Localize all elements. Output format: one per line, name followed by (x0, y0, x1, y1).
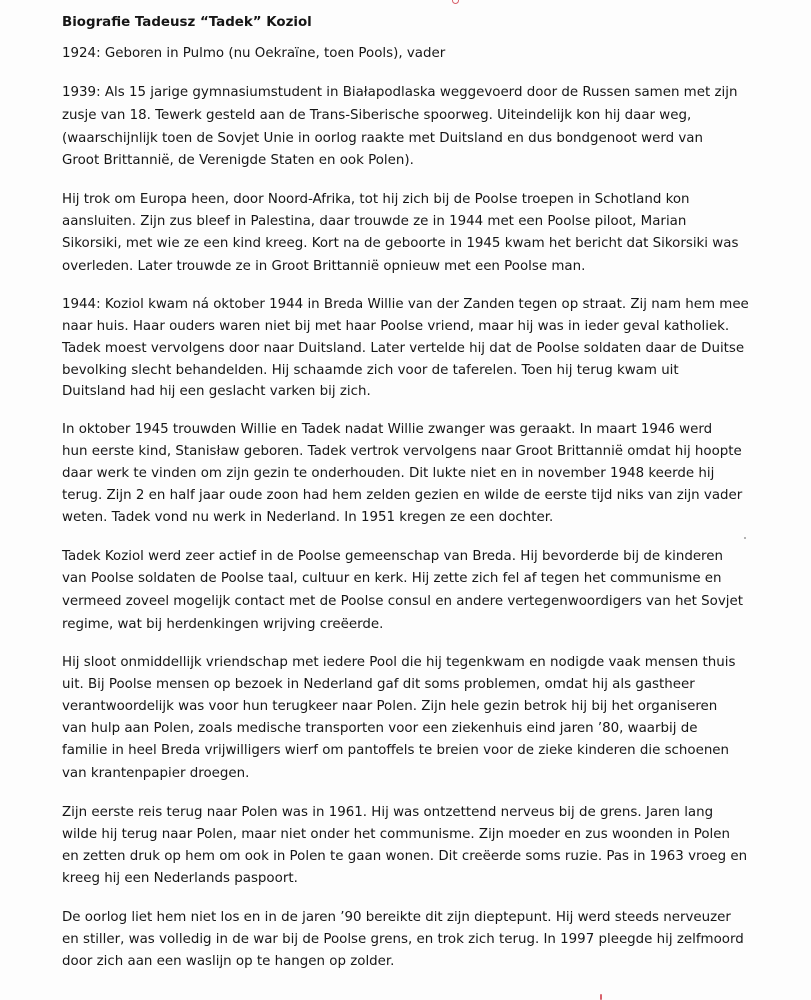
paragraph-2-line-4: Groot Brittanniё, de Verenigde Staten en ook Polen). (62, 153, 414, 168)
paragraph-9-line-1: De oorlog liet hem niet los en in de jaren ’90 bereikte dit zijn dieptepunt. Hij werd steeds nerveuzer (62, 910, 731, 925)
paragraph-7-line-6: van krantenpapier droegen. (62, 766, 250, 781)
paragraph-3-line-3: Sikorsiki, met wie ze een kind kreeg. Kort na de geboorte in 1945 kwam het bericht dat Sikorsiki was (62, 236, 739, 251)
paragraph-7-line-2: uit. Bij Poolse mensen op bezoek in Nederland gaf dit soms problemen, omdat hij als gastheer (62, 677, 695, 692)
paragraph-1-line-1: 1924: Geboren in Pulmo (nu Oekraïne, toen Pools), vader (62, 46, 446, 61)
paragraph-6-line-3: vermeed zoveel mogelijk contact met de Poolse consul en andere vertegenwoordigers van het Sovjet (62, 594, 743, 609)
red-pen-mark-bottom (600, 994, 602, 1000)
paragraph-7-line-3: verantwoordelijk was voor hun terugkeer naar Polen. Zijn hele gezin betrok hij bij het organiseren (62, 699, 718, 714)
paragraph-7-line-4: van hulp aan Polen, zoals medische transporten voor een ziekenhuis eind jaren ’80, waarbij de (62, 721, 698, 736)
paragraph-6-line-2: van Poolse soldaten de Poolse taal, cultuur en kerk. Hij zette zich fel af tegen het communisme en (62, 571, 722, 586)
paragraph-3-line-4: overleden. Later trouwde ze in Groot Brittanniё opnieuw met een Poolse man. (62, 259, 586, 274)
paragraph-8-line-3: en zetten druk op hem om ook in Polen te gaan wonen. Dit creëerde soms ruzie. Pas in 1963 vroeg en (62, 849, 748, 864)
paragraph-6-line-4: regime, wat bij herdenkingen wrijving creëerde. (62, 617, 384, 632)
paper-speck (744, 537, 746, 539)
paragraph-4-line-5: Duitsland had hij een geslacht varken bij zich. (62, 384, 371, 399)
paragraph-5-line-3: daar werk te vinden om zijn gezin te onderhouden. Dit lukte niet en in november 1948 keerde hij (62, 466, 715, 481)
paragraph-5-line-5: weten. Tadek vond nu werk in Nederland. In 1951 kregen ze een dochter. (62, 510, 554, 525)
paragraph-9-line-2: en stiller, was volledig in de war bij de Poolse grens, en trok zich terug. In 1997 pleegde hij zelfmoord (62, 932, 744, 947)
paragraph-5-line-4: terug. Zijn 2 en half jaar oude zoon had hem zelden gezien en wilde de eerste tijd niks van zijn vader (62, 488, 743, 503)
paragraph-8-line-2: wilde hij terug naar Polen, maar niet onder het communisme. Zijn moeder en zus woonden in Polen (62, 827, 730, 842)
paragraph-8-line-4: kreeg hij een Nederlands paspoort. (62, 871, 298, 886)
paragraph-8-line-1: Zijn eerste reis terug naar Polen was in 1961. Hij was ontzettend nerveus bij de grens. Jaren lang (62, 805, 714, 820)
paragraph-9-line-3: door zich aan een waslijn op te hangen op zolder. (62, 954, 395, 969)
paragraph-7-line-1: Hij sloot onmiddellijk vriendschap met iedere Pool die hij tegenkwam en nodigde vaak mensen thuis (62, 655, 736, 670)
paragraph-5-line-2: hun eerste kind, Stanisław geboren. Tadek vertrok vervolgens naar Groot Brittanniё omdat hij hoopte (62, 444, 742, 459)
paragraph-3-line-2: aansluiten. Zijn zus bleef in Palestina, daar trouwde ze in 1944 met een Poolse piloot, Marian (62, 214, 687, 229)
paragraph-6-line-1: Tadek Koziol werd zeer actief in de Poolse gemeenschap van Breda. Hij bevorderde bij de kinderen (62, 549, 723, 564)
paragraph-2-line-2: zusje van 18. Tewerk gesteld aan de Trans-Siberische spoorweg. Uiteindelijk kon hij daar weg, (62, 108, 692, 123)
paragraph-4-line-4: bevolking slecht behandelden. Hij schaamde zich voor de taferelen. Toen hij terug kwam uit (62, 363, 679, 378)
paragraph-4-line-1: 1944: Koziol kwam ná oktober 1944 in Breda Willie van der Zanden tegen op straat. Zij nam hem mee (62, 297, 749, 312)
red-pen-mark-top (452, 0, 459, 4)
document-title: Biografie Tadeusz “Tadek” Koziol (62, 15, 312, 30)
paragraph-7-line-5: familie in heel Breda vrijwilligers wierf om pantoffels te breien voor de zieke kinderen die schoenen (62, 743, 730, 758)
paragraph-2-line-3: (waarschijnlijk toen de Sovjet Unie in oorlog raakte met Duitsland en dus bondgenoot werd van (62, 131, 703, 146)
paragraph-4-line-3: Tadek moest vervolgens door naar Duitsland. Later vertelde hij dat de Poolse soldaten daar de Duitse (62, 341, 745, 356)
paragraph-2-line-1: 1939: Als 15 jarige gymnasiumstudent in Białapodlaska weggevoerd door de Russen samen met zijn (62, 85, 738, 100)
paragraph-5-line-1: In oktober 1945 trouwden Willie en Tadek nadat Willie zwanger was geraakt. In maart 1946 werd (62, 422, 713, 437)
paragraph-4-line-2: naar huis. Haar ouders waren niet bij met haar Poolse vriend, maar hij was in ieder geval katholiek. (62, 319, 730, 334)
paragraph-3-line-1: Hij trok om Europa heen, door Noord-Afrika, tot hij zich bij de Poolse troepen in Schotland kon (62, 192, 690, 207)
